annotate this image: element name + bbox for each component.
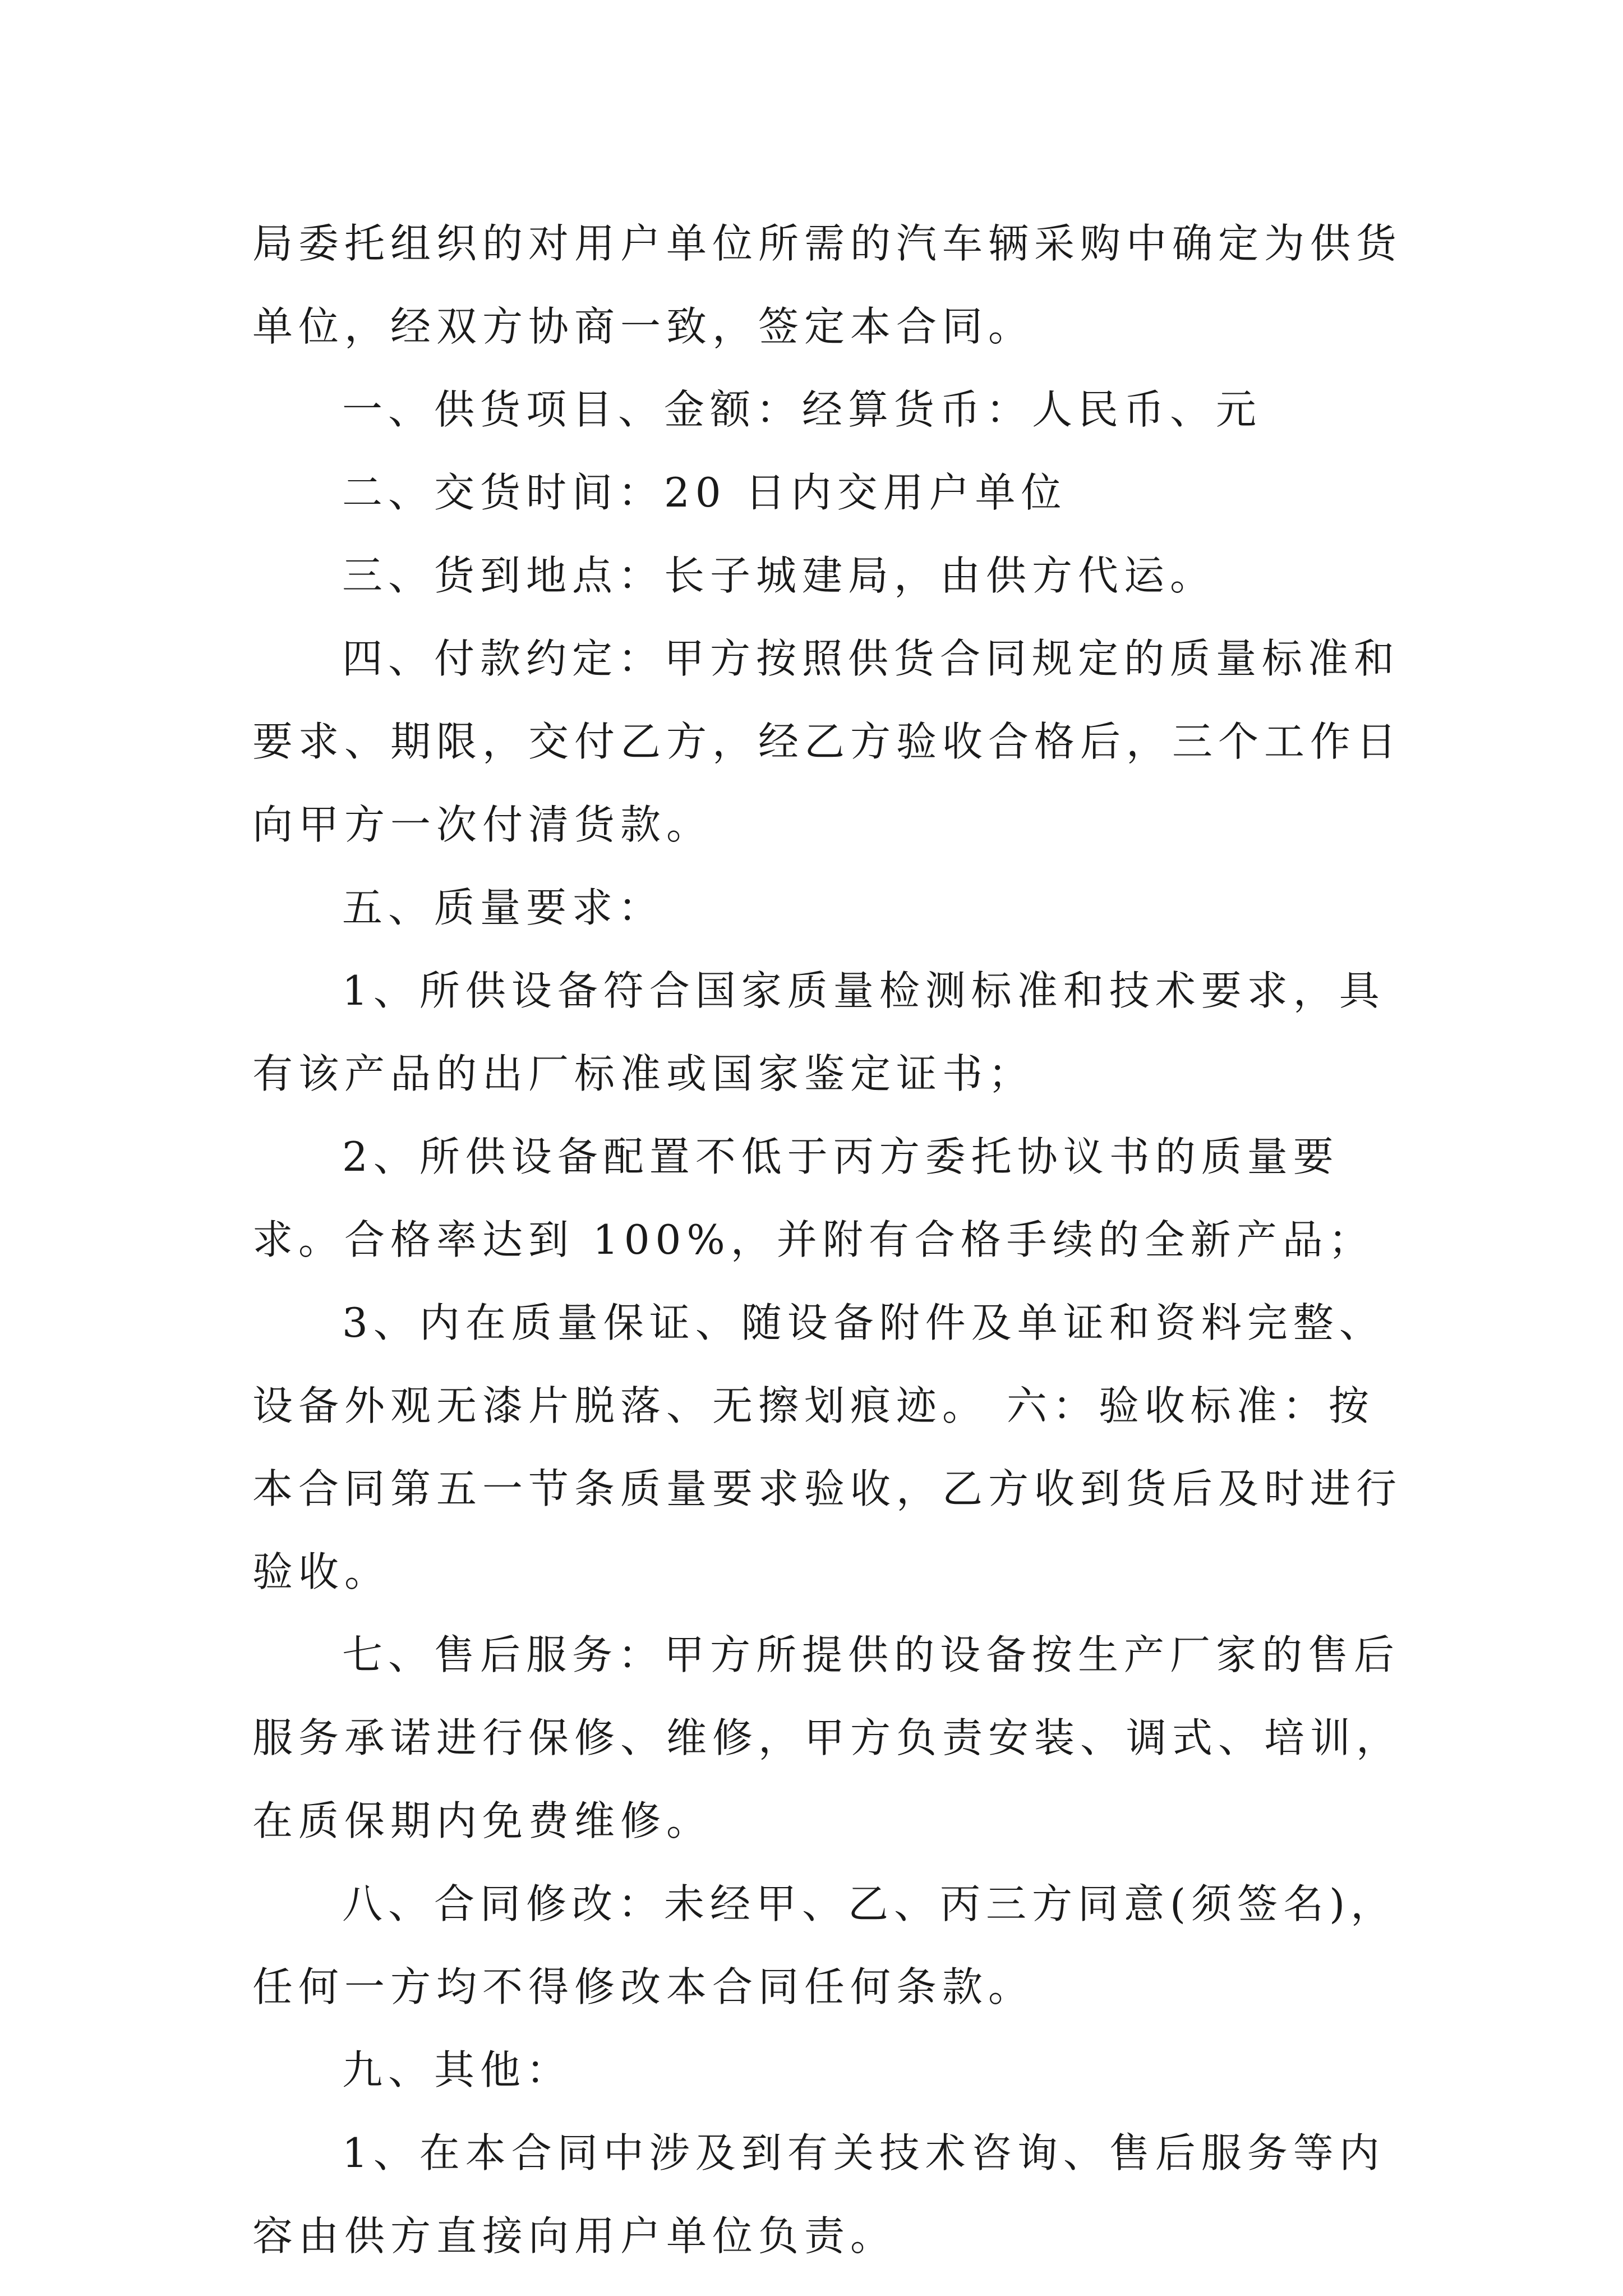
clause-8-modification: 八、合同修改：未经甲、乙、丙三方同意(须签名)，任何一方均不得修改本合同任何条款。 (252, 1880, 1397, 2010)
clause-2-delivery-time: 二、交货时间：20 日内交用户单位 (342, 469, 1067, 516)
clause-5-item-2: 2、所供设备配置不低于丙方委托协议书的质量要求。合格率达到 100%，并附有合格手续的全新产品； (252, 1133, 1375, 1263)
clause-3-delivery-location: 三、货到地点：长子城建局，由供方代运。 (342, 552, 1216, 599)
clause-5-item-3-and-clause-6: 3、内在质量保证、随设备附件及单证和资料完整、设备外观无漆片脱落、无擦划痕迹。 六：验收标准：按本合同第五一节条质量要求验收，乙方收到货后及时进行验收。 (252, 1299, 1403, 1595)
clause-9-other-heading: 九、其他： (342, 2046, 573, 2093)
clause-9-item-1: 1、在本合同中涉及到有关技术咨询、售后服务等内容由供方直接向用户单位负责。 (252, 2129, 1385, 2260)
clause-1-supply-items: 一、供货项目、金额：经算货币：人民币、元 (342, 386, 1262, 433)
clause-5-item-1: 1、所供设备符合国家质量检测标准和技术要求，具有该产品的出厂标准或国家鉴定证书； (252, 967, 1385, 1097)
clause-7-after-sales: 七、售后服务：甲方所提供的设备按生产厂家的售后服务承诺进行保修、维修，甲方负责安装、调式、培训，在质保期内免费维修。 (252, 1631, 1403, 1844)
clause-5-quality-heading: 五、质量要求： (342, 884, 665, 931)
contract-body (252, 202, 1408, 2277)
paragraph-intro: 局委托组织的对用户单位所需的汽车辆采购中确定为供货单位，经双方协商一致，签定本合同。 (252, 220, 1403, 350)
clause-4-payment: 四、付款约定：甲方按照供货合同规定的质量标准和要求、期限，交付乙方，经乙方验收合格后，三个工作日向甲方一次付清货款。 (252, 635, 1403, 848)
